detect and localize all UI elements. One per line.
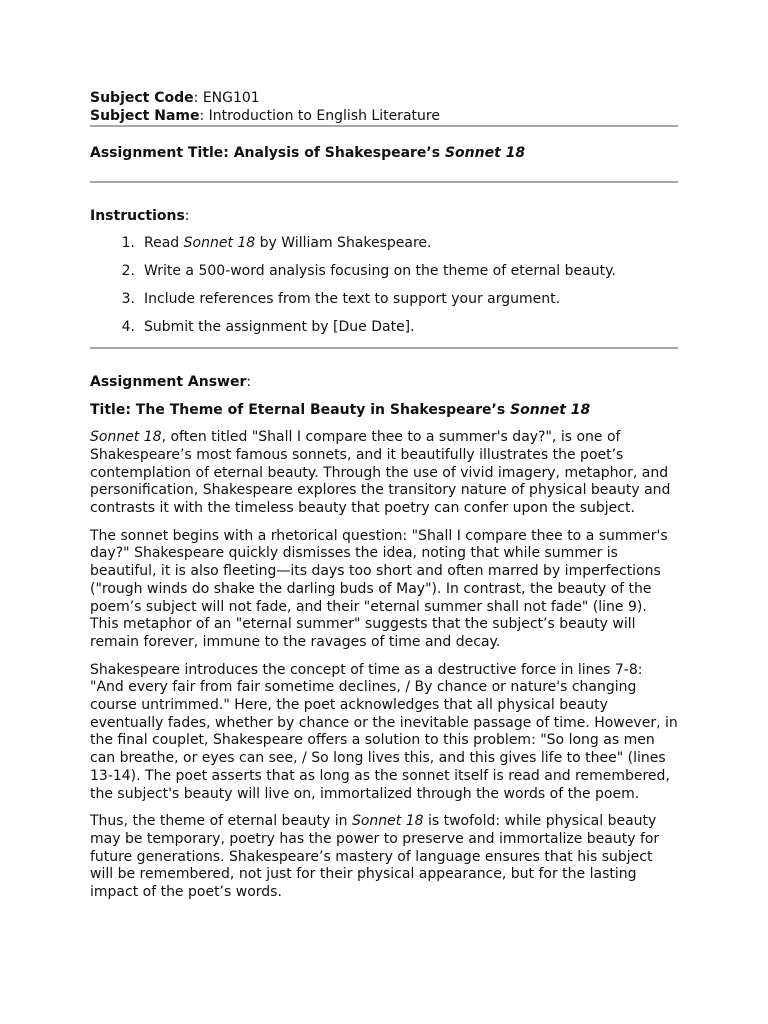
list-number: 4. [121, 318, 135, 335]
answer-heading: Assignment Answer: [90, 373, 252, 390]
divider [90, 125, 678, 127]
assignment-title-work: Sonnet 18 [444, 145, 526, 162]
list-text: Write a 500-word analysis focusing on the theme of eternal beauty. [144, 262, 616, 279]
instructions-heading-label: Instructions [90, 208, 185, 225]
document-page [90, 90, 678, 912]
list-number: 3. [121, 290, 135, 307]
list-item [90, 319, 678, 337]
assignment-title-text: Assignment Title: Analysis of Shakespeare’s [90, 145, 445, 162]
list-item [90, 235, 678, 253]
instructions-list [90, 235, 678, 337]
answer-paragraph-2: The sonnet begins with a rhetorical question: "Shall I compare thee to a summer's day?" Shakespeare quickly dismisses the idea, noting that while summer is beautiful, it is also fleeting—its days too short and often marred by imperfections ("rough winds do shake the darling buds of May"). In contrast, the beauty of the poem’s subject will not fade, and their "eternal summer shall not fade" (line 9). This metaphor of an "eternal summer" suggests that the subject’s beauty will remain forever, immune to the ravages of time and decay. [90, 527, 668, 650]
answer-heading-label: Assignment Answer [90, 373, 247, 390]
list-number: 2. [121, 262, 135, 279]
list-text: Read Sonnet 18 by William Shakespeare. [144, 234, 432, 251]
answer-title-work: Sonnet 18 [510, 401, 591, 418]
divider [90, 347, 678, 349]
answer-paragraph-3: Shakespeare introduces the concept of time as a destructive force in lines 7-8: "And every fair from fair sometime declines, / By chance or nature's changing course untrimmed." Here, the poet acknowledges that all physical beauty eventually fades, whether by chance or the inevitable passage of time. However, in the final couplet, Shakespeare offers a solution to this problem: "So long as men can breathe, or eyes can see, / So long lives this, and this gives life to thee" (lines 13-14). The poet asserts that as long as the sonnet itself is read and remembered, the subject's beauty will live on, immortalized through the words of the poem. [90, 661, 678, 802]
list-item [90, 291, 678, 309]
subject-name-value: Introduction to English Literature [208, 107, 440, 124]
list-number: 1. [121, 234, 135, 251]
subject-name-line: Subject Name: Introduction to English Literature [90, 107, 440, 124]
answer-paragraph-4: Thus, the theme of eternal beauty in Sonnet 18 is twofold: while physical beauty may be temporary, poetry has the power to preserve and immortalize beauty for future generations. Shakespeare’s mastery of language ensures that his subject will be remembered, not just for their physical appearance, but for the lasting impact of the poet’s words. [90, 813, 660, 901]
subject-code-label: Subject Code [90, 90, 194, 106]
list-text: Include references from the text to support your argument. [144, 290, 561, 307]
subject-name-label: Subject Name [90, 107, 200, 124]
divider [90, 181, 678, 183]
answer-paragraph-1: Sonnet 18, often titled "Shall I compare thee to a summer's day?", is one of Shakespeare’s most famous sonnets, and it beautifully illustrates the poet’s contemplation of eternal beauty. Through the use of vivid imagery, metaphor, and personification, Shakespeare explores the transitory nature of physical beauty and contrasts it with the timeless beauty that poetry can confer upon the subject. [90, 429, 671, 517]
answer-title-text: Title: The Theme of Eternal Beauty in Shakespeare’s [90, 401, 511, 418]
subject-code-value: ENG101 [202, 90, 260, 106]
assignment-title [90, 145, 678, 163]
answer-title [90, 402, 678, 420]
list-text: Submit the assignment by [Due Date]. [144, 318, 415, 335]
list-item [90, 263, 678, 281]
instructions-heading: Instructions: [90, 208, 190, 225]
subject-code-line: Subject Code: ENG101 [90, 90, 260, 106]
